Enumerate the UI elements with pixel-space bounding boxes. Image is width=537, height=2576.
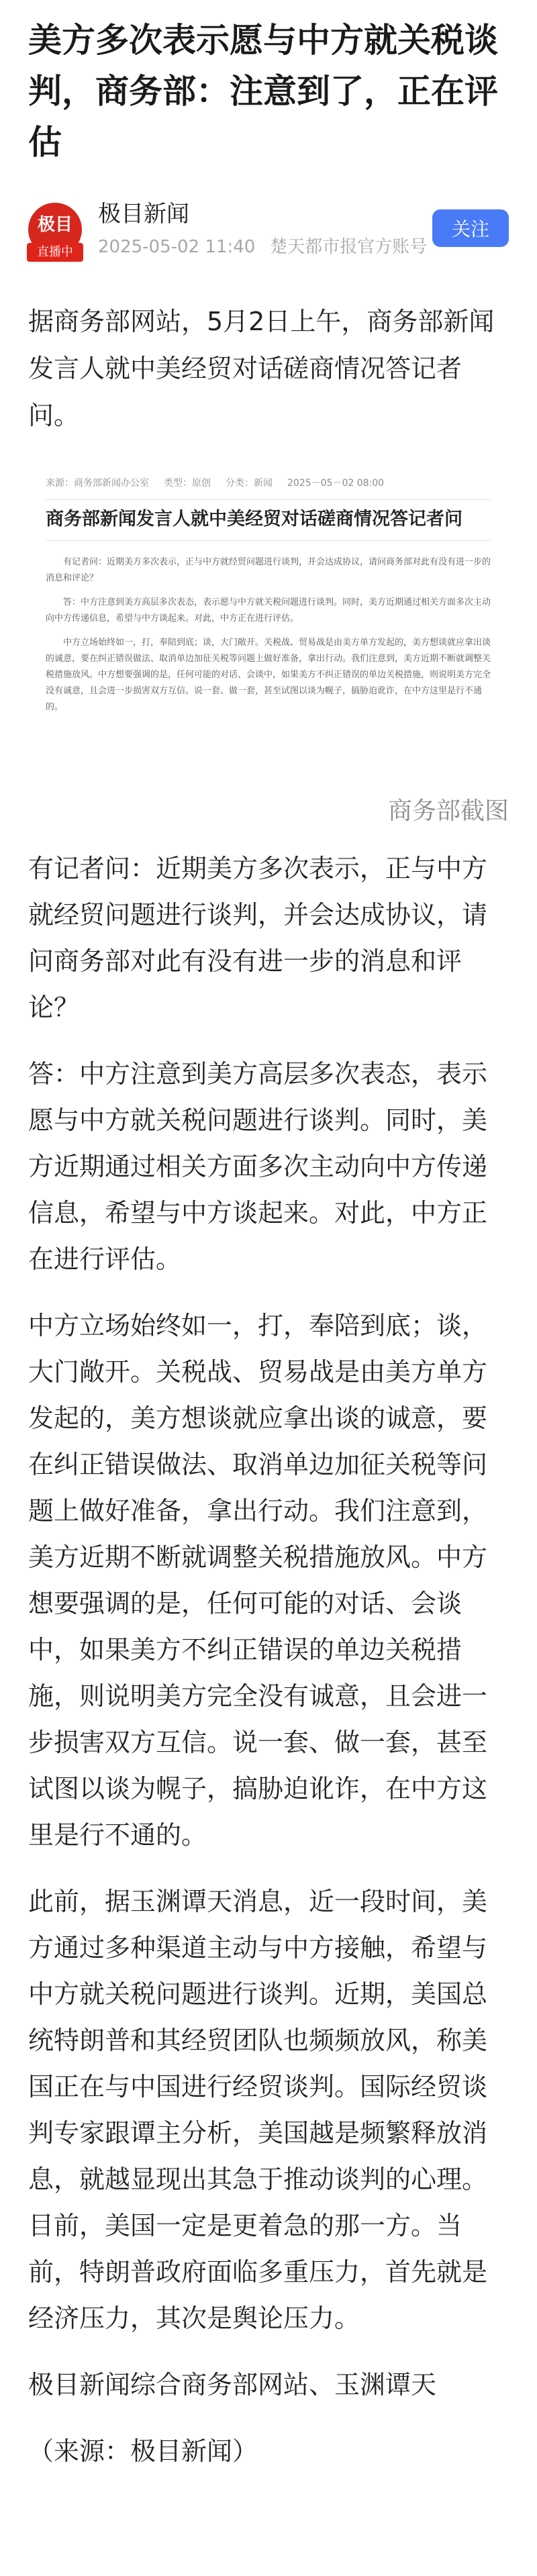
screenshot-type: 类型：原创 — [164, 478, 211, 489]
screenshot-category: 分类：新闻 — [226, 478, 273, 489]
screenshot-paragraph: 答：中方注意到美方高层多次表态，表示愿与中方就关税问题进行谈判。同时，美方近期通过相关方面多次主动向中方传递信息，希望与中方谈起来。对此，中方正在进行评估。 — [46, 597, 491, 624]
avatar-logo: 极目 — [37, 215, 72, 235]
screenshot-date: 2025－05－02 08:00 — [287, 478, 385, 489]
screenshot-meta — [28, 477, 509, 490]
body-paragraph: 答：中方注意到美方高层多次表态，表示愿与中方就关税问题进行谈判。同时，美方近期通过相关方面多次主动向中方传递信息，希望与中方谈起来。对此，中方正在进行评估。 — [28, 1059, 488, 1274]
source-note: （来源：极目新闻） — [28, 2436, 258, 2466]
screenshot-paragraph: 中方立场始终如一，打，奉陪到底；谈，大门敞开。关税战、贸易战是由美方单方发起的，美方想谈就应拿出谈的诚意，要在纠正错误做法、取消单边加征关税等问题上做好准备，拿出行动。我们注意到，美方近期不断就调整关税措施放风。中方想要强调的是，任何可能的对话、会谈中，如果美方不纠正错误的单边关税措施，则说明美方完全没有诚意，且会进一步损害双方互信。说一套、做一套，甚至试图以谈为幌子，搞胁迫讹诈，在中方这里是行不通的。 — [46, 638, 491, 712]
screenshot-source: 来源：商务部新闻办公室 — [46, 478, 149, 489]
image-caption: 商务部截图 — [387, 797, 509, 825]
embedded-screenshot-image[interactable] — [28, 477, 509, 787]
live-badge: 直播中 — [27, 243, 83, 262]
publish-time: 2025-05-02 11:40 — [98, 237, 256, 257]
screenshot-title: 商务部新闻发言人就中美经贸对话磋商情况答记者问 — [46, 509, 462, 530]
follow-button[interactable]: 关注 — [432, 209, 509, 247]
body-paragraph: 中方立场始终如一，打，奉陪到底；谈，大门敞开。关税战、贸易战是由美方单方发起的，美方想谈就应拿出谈的诚意，要在纠正错误做法、取消单边加征关税等问题上做好准备，拿出行动。我们注意到，美方近期不断就调整关税措施放风。中方想要强调的是，任何可能的对话、会谈中，如果美方不纠正错误的单边关税措施，则说明美方完全没有诚意，且会进一步损害双方互信。说一套、做一套，甚至试图以谈为幌子，搞胁迫讹诈，在中方这里是行不通的。 — [28, 1311, 488, 1850]
lead-paragraph: 据商务部网站，5月2日上午，商务部新闻发言人就中美经贸对话磋商情况答记者问。 — [28, 307, 495, 430]
screenshot-paragraph: 有记者问：近期美方多次表示，正与中方就经贸问题进行谈判，并会达成协议，请问商务部对此有没有进一步的消息和评论？ — [46, 557, 491, 583]
body-paragraph: 有记者问：近期美方多次表示，正与中方就经贸问题进行谈判，并会达成协议，请问商务部对此有没有进一步的消息和评论？ — [28, 854, 488, 1022]
screenshot-body — [28, 541, 509, 715]
author-row — [28, 195, 509, 264]
avatar[interactable] — [28, 203, 82, 259]
author-name[interactable]: 极目新闻 — [98, 201, 189, 228]
body-paragraph: 此前，据玉渊谭天消息，近一段时间，美方通过多种渠道主动与中方接触，希望与中方就关税问题进行谈判。近期，美国总统特朗普和其经贸团队也频频放风，称美国正在与中国进行经贸谈判。国际经贸谈判专家跟谭主分析，美国越是频繁释放消息，就越显现出其急于推动谈判的心理。目前，美国一定是更着急的那一方。当前，特朗普政府面临多重压力，首先就是经济压力，其次是舆论压力。 — [28, 1887, 488, 2333]
article-body — [28, 846, 509, 2475]
account-description: 楚天都市报官方账号 — [270, 237, 428, 257]
article-title: 美方多次表示愿与中方就关税谈判，商务部：注意到了，正在评估 — [28, 21, 498, 162]
body-paragraph: 极目新闻综合商务部网站、玉渊谭天 — [28, 2370, 437, 2399]
